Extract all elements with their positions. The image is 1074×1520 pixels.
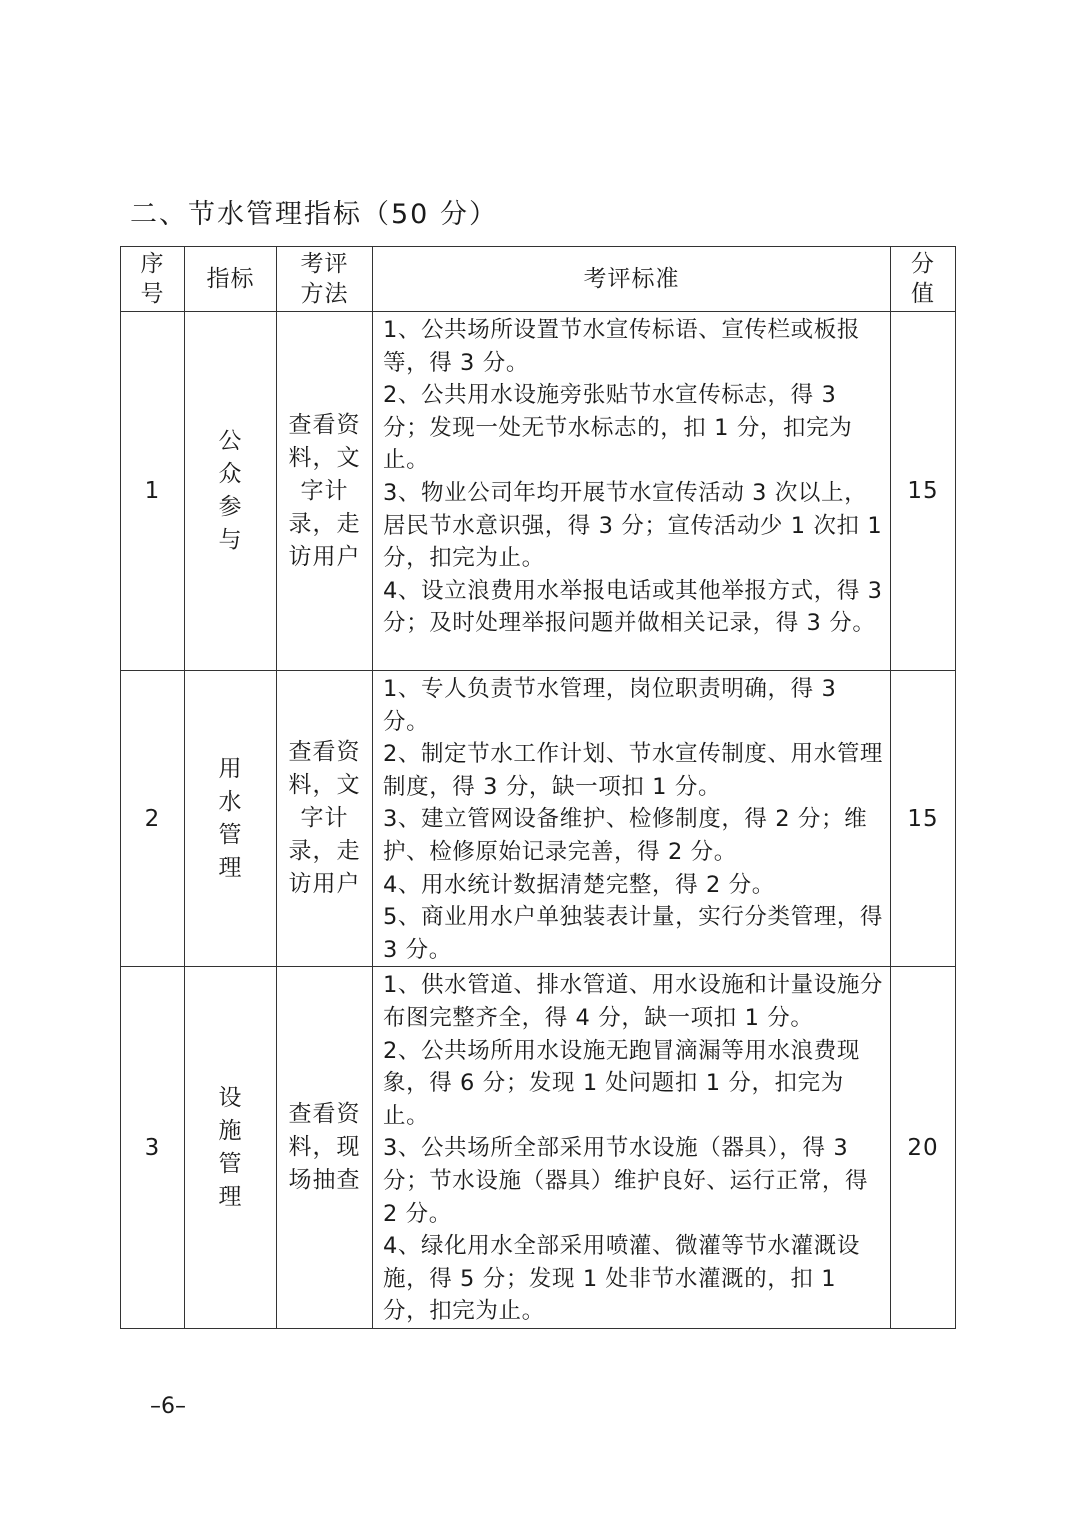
criteria-item: 5、商业用水户单独装表计量，实行分类管理，得 3 分。 [383, 904, 884, 963]
row-score: 15 [891, 671, 956, 967]
header-no: 序号 [121, 247, 185, 312]
criteria-item: 4、用水统计数据清楚完整，得 2 分。 [383, 871, 775, 898]
row-number: 1 [121, 312, 185, 671]
row-criteria [373, 312, 891, 671]
criteria-item: 2、公共场所用水设施无跑冒滴漏等用水浪费现象，得 6 分；发现 1 处问题扣 1 分，扣完为止。 [383, 1037, 860, 1129]
page-number: –6– [150, 1394, 186, 1419]
row-method: 查看资料，现场抽查 [277, 967, 373, 1329]
criteria-item: 1、专人负责节水管理，岗位职责明确，得 3 分。 [383, 676, 837, 735]
row-method: 查看资料，文字计录，走访用户 [277, 671, 373, 967]
row-score: 20 [891, 967, 956, 1329]
header-indicator: 指标 [185, 247, 277, 312]
criteria-item: 4、设立浪费用水举报电话或其他举报方式，得 3 分；及时处理举报问题并做相关记录，得 3 分。 [383, 577, 883, 637]
criteria-item: 2、制定节水工作计划、节水宣传制度、用水管理制度，得 3 分，缺一项扣 1 分。 [383, 741, 884, 800]
row-indicator: 设施管理 [185, 967, 277, 1329]
row-indicator: 用水管理 [185, 671, 277, 967]
row-number: 3 [121, 967, 185, 1329]
table-row [121, 671, 956, 967]
row-indicator: 公众参与 [185, 312, 277, 671]
row-number: 2 [121, 671, 185, 967]
criteria-item: 1、供水管道、排水管道、用水设施和计量设施分布图完整齐全，得 4 分，缺一项扣 1 分。 [383, 972, 884, 1031]
row-criteria [373, 671, 891, 967]
criteria-item: 3、物业公司年均开展节水宣传活动 3 次以上，居民节水意识强，得 3 分；宣传活动少 1 次扣 1 分，扣完为止。 [383, 479, 883, 572]
row-method: 查看资料，文字计录，走访用户 [277, 312, 373, 671]
header-score: 分值 [891, 247, 956, 312]
row-score: 15 [891, 312, 956, 671]
table-row [121, 312, 956, 671]
criteria-item: 1、公共场所设置节水宣传标语、宣传栏或板报等，得 3 分。 [383, 317, 860, 376]
criteria-item: 3、建立管网设备维护、检修制度，得 2 分；维护、检修原始记录完善，得 2 分。 [383, 806, 868, 865]
criteria-item: 3、公共场所全部采用节水设施（器具），得 3 分；节水设施（器具）维护良好、运行正常，得 2 分。 [383, 1135, 869, 1227]
section-title: 二、节水管理指标（50 分） [130, 199, 498, 230]
evaluation-table [120, 246, 956, 1329]
table-header-row [121, 247, 956, 312]
row-criteria [373, 967, 891, 1329]
header-criteria: 考评标准 [373, 247, 891, 312]
criteria-item: 4、绿化用水全部采用喷灌、微灌等节水灌溉设施，得 5 分；发现 1 处非节水灌溉的，扣 1 分，扣完为止。 [383, 1233, 860, 1325]
criteria-item: 2、公共用水设施旁张贴节水宣传标志，得 3 分；发现一处无节水标志的，扣 1 分，扣完为止。 [383, 382, 853, 474]
header-method: 考评方法 [277, 247, 373, 312]
table-row [121, 967, 956, 1329]
